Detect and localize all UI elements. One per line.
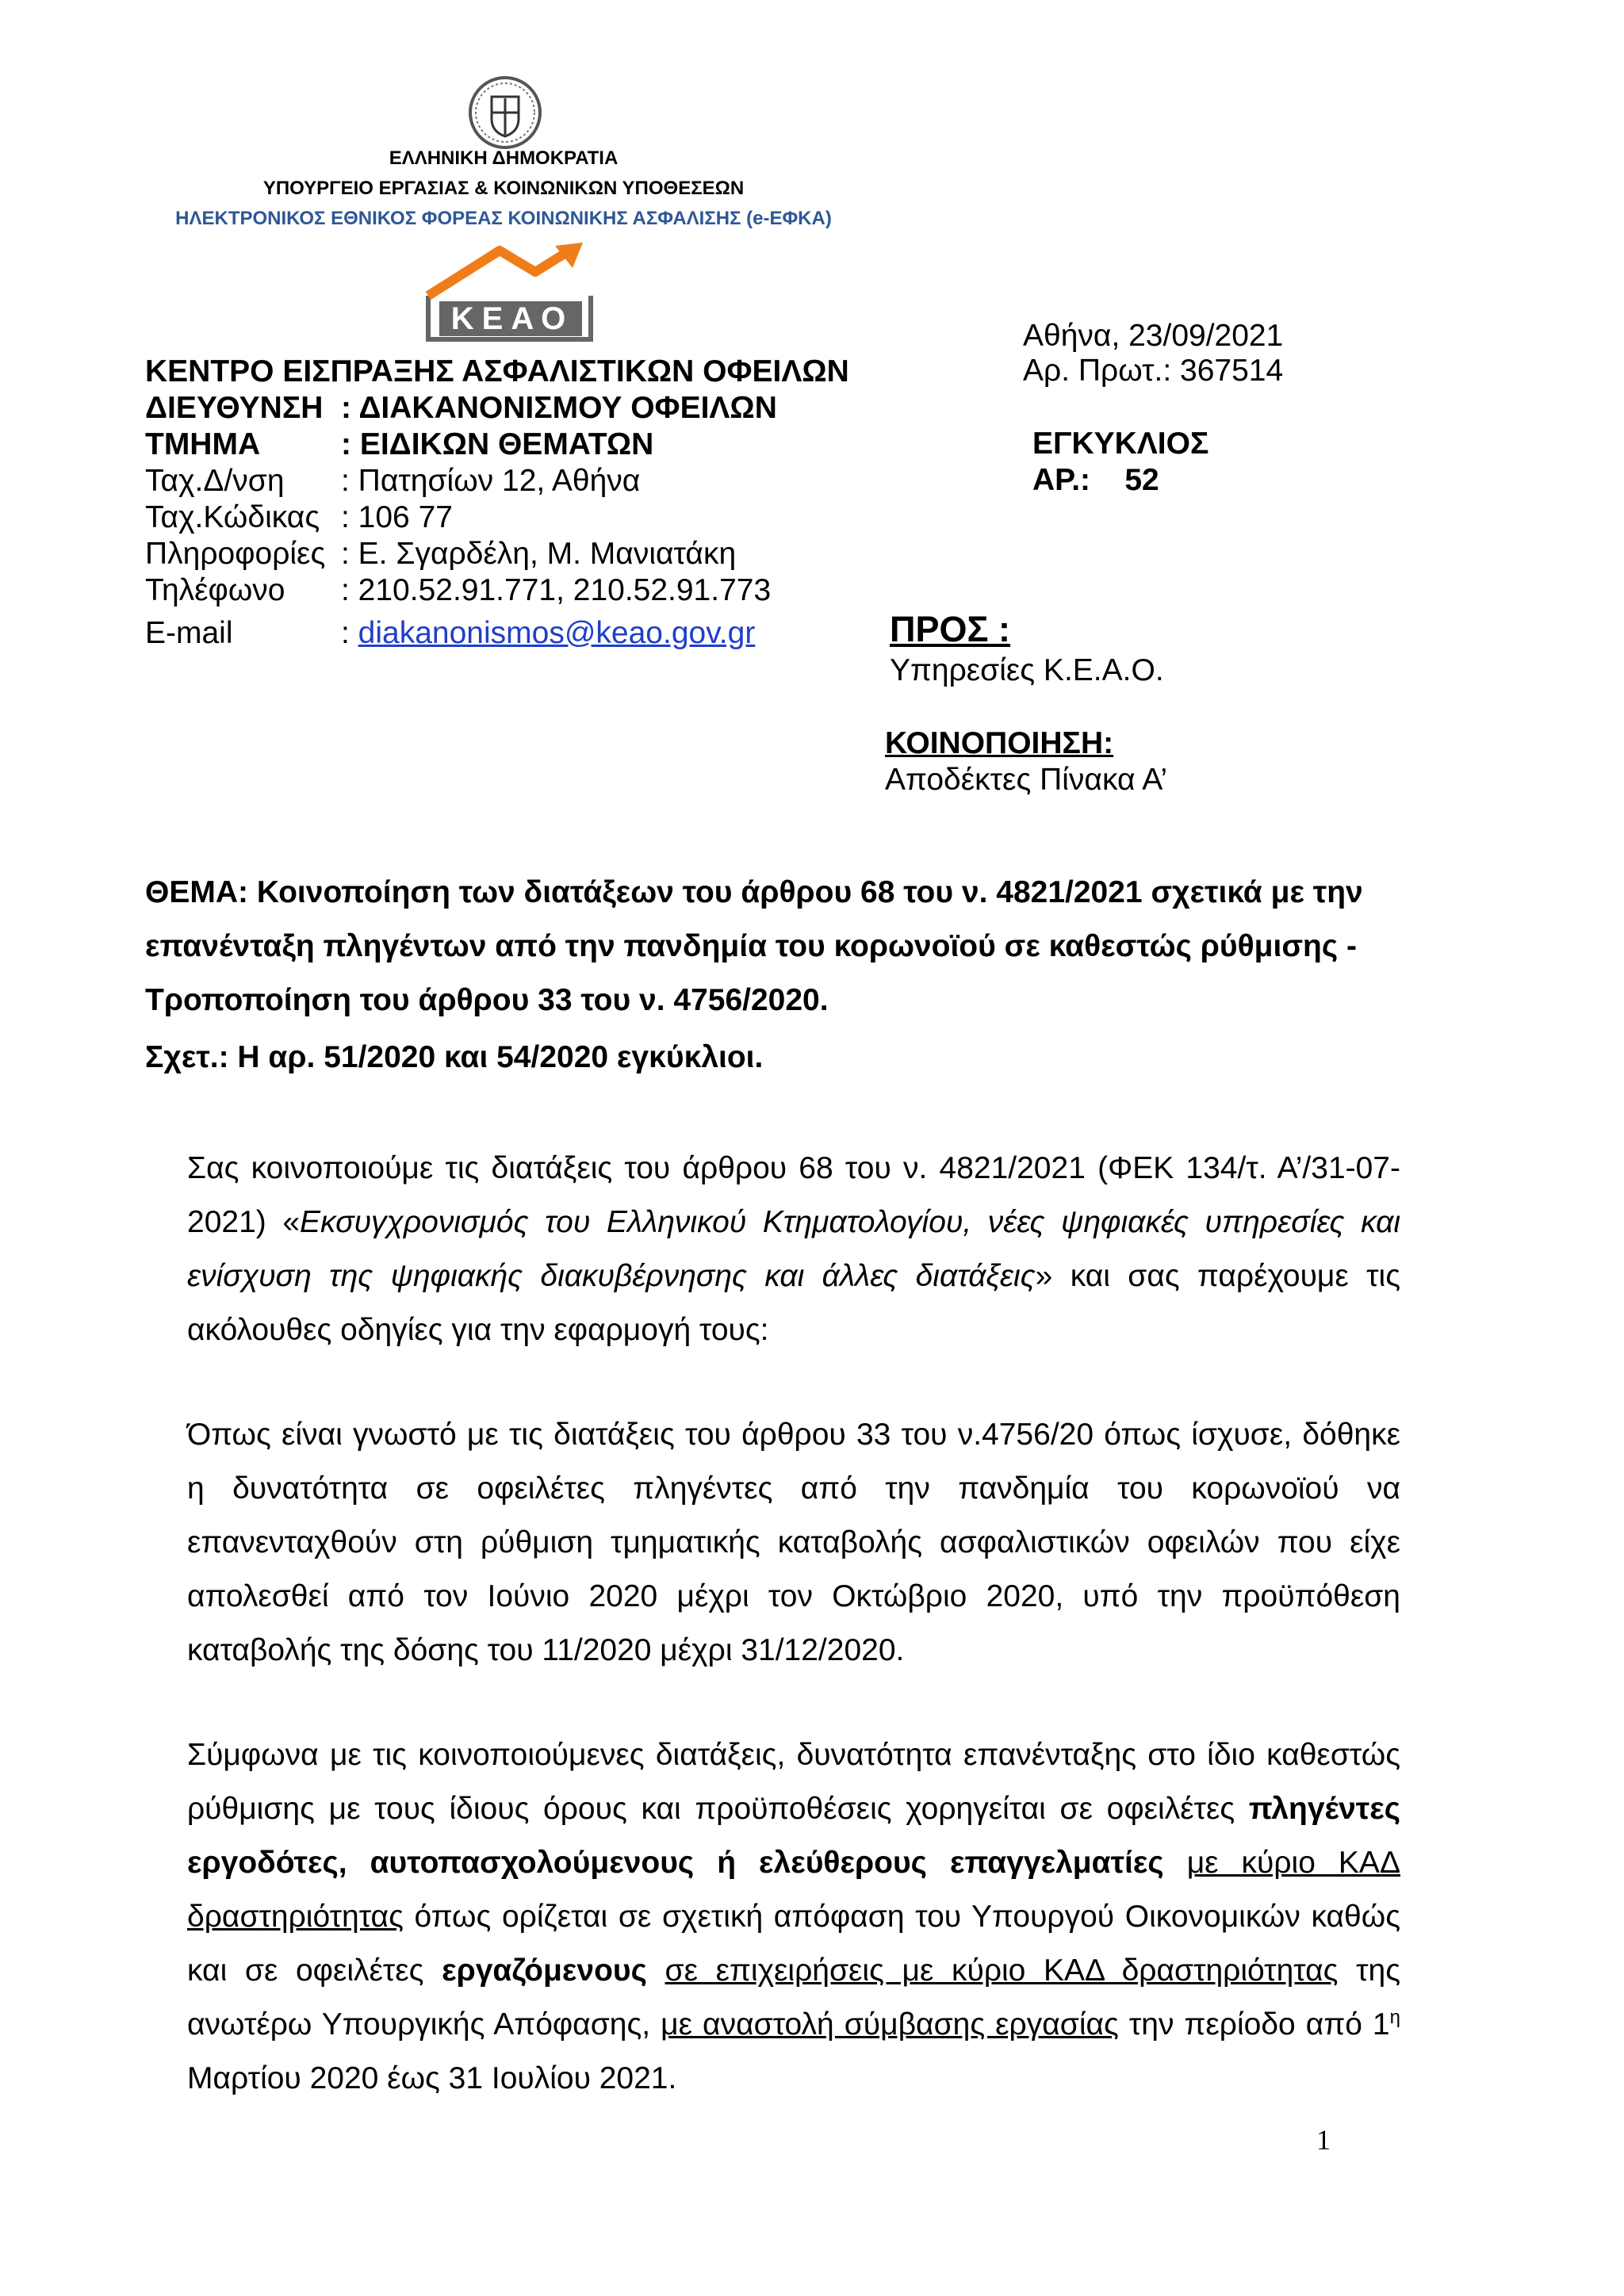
p3-underline-suspension: με αναστολή σύμβασης εργασίας bbox=[661, 2007, 1119, 2042]
department-value: : ΕΙΔΙΚΩΝ ΘΕΜΑΤΩΝ bbox=[341, 427, 654, 461]
p3-text-b: όπως ορίζεται σε σχετική απόφαση του Υπουργού Οικονομικών καθώς και σε οφειλέτες bbox=[187, 1900, 1400, 1988]
sender-directorate-row bbox=[0, 390, 952, 427]
paragraph-3 bbox=[187, 1728, 1400, 2106]
document-date: Αθήνα, 23/09/2021 bbox=[1023, 319, 1284, 353]
paragraph-2: Όπως είναι γνωστό με τις διατάξεις του άρθρου 33 του ν.4756/20 όπως ίσχυσε, δόθηκε η δυνατότητα σε οφειλέτες πληγέντες από την πανδημία του κορωνοϊού να επανενταχθούν στη ρύθμιση τμηματικής καταβολής ασφαλιστικών οφειλών που είχε απολεσθεί από τον Ιούνιο 2020 μέχρι τον Οκτώβριο 2020, υπό την προϋπόθεση καταβολής της δόσης του 11/2020 μέχρι 31/12/2020. bbox=[187, 1418, 1400, 1667]
email-link[interactable]: diakanonismos@keao.gov.gr bbox=[358, 616, 756, 650]
p3-bold-employers: πληγέντες εργοδότες, αυτοπασχολούμενους ή ελεύθερους επαγγελματίες bbox=[187, 1792, 1400, 1880]
header-efka: ΗΛΕΚΤΡΟΝΙΚΟΣ ΕΘΝΙΚΟΣ ΦΟΡΕΑΣ ΚΟΙΝΩΝΙΚΗΣ ΑΣΦΑΛΙΣΗΣ (e-ΕΦΚΑ) bbox=[175, 208, 832, 229]
sender-organization: ΚΕΝΤΡΟ ΕΙΣΠΡΑΞΗΣ ΑΣΦΑΛΙΣΤΙΚΩΝ ΟΦΕΙΛΩΝ bbox=[145, 354, 849, 388]
directorate-value: : ΔΙΑΚΑΝΟΝΙΣΜΟΥ ΟΦΕΙΛΩΝ bbox=[341, 391, 777, 425]
paragraph-1 bbox=[187, 1142, 1400, 1357]
sender-department-row bbox=[0, 427, 952, 463]
p3-text-c: της ανωτέρω Υπουργικής Απόφασης, bbox=[187, 1954, 1400, 2042]
subject-reference: Σχετ.: Η αρ. 51/2020 και 54/2020 εγκύκλιοι. bbox=[145, 1040, 764, 1074]
to-label: ΠΡΟΣ : bbox=[890, 609, 1011, 649]
phone-label: Τηλέφωνο bbox=[145, 573, 285, 607]
header-country: ΕΛΛΗΝΙΚΗ ΔΗΜΟΚΡΑΤΙΑ bbox=[389, 147, 619, 169]
sender-email-row bbox=[0, 615, 952, 652]
email-colon: : bbox=[341, 616, 358, 650]
address-value: : Πατησίων 12, Αθήνα bbox=[341, 464, 641, 498]
p3-text-a: Σύμφωνα με τις κοινοποιούμενες διατάξεις, δυνατότητα επανένταξης στο ίδιο καθεστώς ρύθμισης με τους ίδιους όρους και προϋποθέσεις χορηγείται σε οφειλέτες bbox=[187, 1738, 1400, 1826]
p3-text-d: την περίοδο από 1 bbox=[1118, 2007, 1390, 2042]
p3-superscript: η bbox=[1389, 2007, 1400, 2028]
p3-bold-employees: εργαζόμενους bbox=[442, 1954, 647, 1988]
cc-value: Αποδέκτες Πίνακα Α’ bbox=[885, 763, 1167, 797]
protocol-number: Αρ. Πρωτ.: 367514 bbox=[1023, 354, 1284, 388]
info-label: Πληροφορίες bbox=[145, 537, 326, 571]
p3-text-e: Μαρτίου 2020 έως 31 Ιουλίου 2021. bbox=[187, 2061, 677, 2095]
email-field bbox=[341, 615, 755, 652]
postal-label: Ταχ.Κώδικας bbox=[145, 500, 320, 534]
p3-space-2 bbox=[647, 1954, 665, 1988]
keao-logo-text: ΚΕΑΟ bbox=[450, 301, 574, 336]
department-label: ΤΜΗΜΑ bbox=[145, 427, 261, 461]
address-label: Ταχ.Δ/νση bbox=[145, 464, 285, 498]
p3-underline-kad: με κύριο ΚΑΔ δραστηριότητας bbox=[187, 1846, 1400, 1934]
greek-emblem-icon bbox=[468, 73, 542, 152]
info-value: : Ε. Σγαρδέλη, Μ. Μανιατάκη bbox=[341, 537, 737, 571]
page-number: 1 bbox=[1316, 2124, 1331, 2156]
to-value: Υπηρεσίες Κ.Ε.Α.Ο. bbox=[890, 653, 1164, 687]
p3-underline-businesses: σε επιχειρήσεις με κύριο ΚΑΔ δραστηριότητας bbox=[665, 1954, 1339, 1988]
sender-phone-row bbox=[0, 572, 952, 609]
p3-space-1 bbox=[1164, 1846, 1187, 1880]
postal-value: : 106 77 bbox=[341, 500, 453, 534]
directorate-label: ΔΙΕΥΘΥΝΣΗ bbox=[145, 391, 324, 425]
circular-label: ΕΓΚΥΚΛΙΟΣ bbox=[1032, 427, 1209, 461]
email-label: E-mail bbox=[145, 616, 233, 650]
cc-label: ΚΟΙΝΟΠΟΙΗΣΗ: bbox=[885, 726, 1114, 760]
sender-address-row bbox=[0, 463, 952, 499]
keao-logo bbox=[420, 236, 603, 343]
phone-value: : 210.52.91.771, 210.52.91.773 bbox=[341, 573, 772, 607]
subject: ΘΕΜΑ: Κοινοποίηση των διατάξεων του άρθρου 68 του ν. 4821/2021 σχετικά με την επανένταξη πληγέντων από την πανδημία του κορωνοϊού σε καθεστώς ρύθμισης - Τροποποίηση του άρθρου 33 του ν. 4756/2020. bbox=[145, 875, 1363, 1017]
sender-info-row bbox=[0, 536, 952, 572]
p1-text-b: » και σας παρέχουμε τις ακόλουθες οδηγίες για την εφαρμογή τους: bbox=[187, 1259, 1400, 1347]
sender-postal-row bbox=[0, 499, 952, 536]
p1-law-title: Εκσυγχρονισμός του Ελληνικού Κτηματολογίου, νέες ψηφιακές υπηρεσίες και ενίσχυση της ψηφιακής διακυβέρνησης και άλλες διατάξεις bbox=[187, 1205, 1400, 1293]
p1-text-a: Σας κοινοποιούμε τις διατάξεις του άρθρου 68 του ν. 4821/2021 (ΦΕΚ 134/τ. Α’/31-07-2021) « bbox=[187, 1151, 1400, 1239]
header-ministry: ΥΠΟΥΡΓΕΙΟ ΕΡΓΑΣΙΑΣ & ΚΟΙΝΩΝΙΚΩΝ ΥΠΟΘΕΣΕΩΝ bbox=[262, 178, 745, 199]
circular-number: ΑΡ.: 52 bbox=[1032, 463, 1159, 497]
